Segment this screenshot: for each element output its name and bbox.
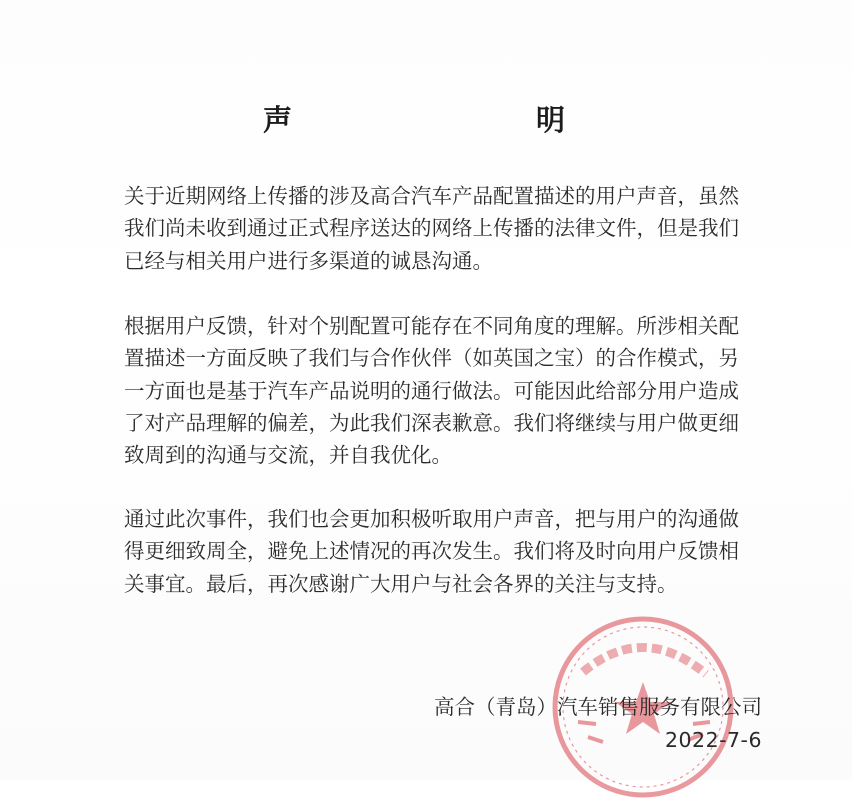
paragraph-1 <box>124 180 764 277</box>
paragraph-line: 已经与相关用户进行多渠道的诚恳沟通。 <box>124 248 493 273</box>
paragraph-line: 一方面也是基于汽车产品说明的通行做法。可能因此给部分用户造成 <box>124 378 739 403</box>
paragraph-line: 我们尚未收到通过正式程序送达的网络上传播的法律文件，但是我们 <box>124 216 739 241</box>
document-title: 声 明 <box>262 103 627 137</box>
company-signature: 高合（青岛）汽车销售服务有限公司 <box>434 695 762 719</box>
paragraph-line: 得更细致周全，避免上述情况的再次发生。我们将及时向用户反馈相 <box>124 539 739 564</box>
paragraph-line: 关事宜。最后，再次感谢广大用户与社会各界的关注与支持。 <box>124 571 678 596</box>
paragraph-3 <box>124 503 764 600</box>
paragraph-line: 根据用户反馈，针对个别配置可能存在不同角度的理解。所涉相关配 <box>124 314 739 338</box>
paragraph-line: 置描述一方面反映了我们与合作伙伴（如英国之宝）的合作模式，另 <box>124 346 739 371</box>
paragraph-2 <box>124 310 764 471</box>
paragraph-line: 了对产品理解的偏差，为此我们深表歉意。我们将继续与用户做更细 <box>124 410 739 435</box>
signature-date: 2022-7-6 <box>664 728 762 752</box>
paragraph-line: 关于近期网络上传播的涉及高合汽车产品配置描述的用户声音，虽然 <box>124 184 739 208</box>
paragraph-line: 致周到的沟通与交流，并自我优化。 <box>124 443 452 468</box>
paragraph-line: 通过此次事件，我们也会更加积极听取用户声音，把与用户的沟通做 <box>124 507 739 531</box>
